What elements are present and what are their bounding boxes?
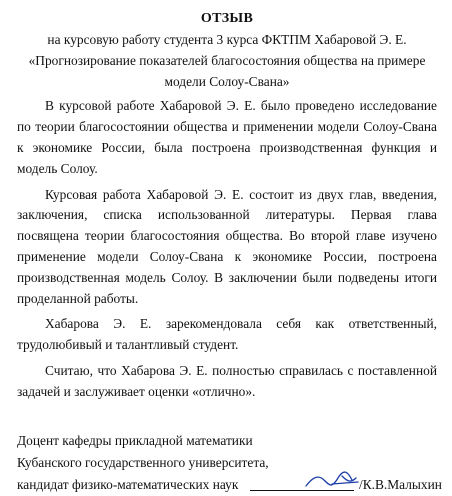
signature-line	[17, 474, 442, 496]
signature-position: Доцент кафедры прикладной математики	[17, 432, 253, 448]
signature-block	[17, 430, 442, 496]
paragraph-research: В курсовой работе Хабаровой Э. Е. было проведено исследование по теории благосостоянии общества и применении модели Солоу-Свана к экономике России, была построена производственная функция и модель Солоу.	[17, 98, 437, 176]
document-subtitle-line1: на курсовую работу студента 3 курса ФКТПМ Хабаровой Э. Е.	[47, 32, 407, 47]
paragraph-characteristic: Хабарова Э. Е. зарекомендовала себя как ответственный, трудолюбивый и талантливый студент.	[17, 316, 437, 353]
paragraph-conclusion: Считаю, что Хабарова Э. Е. полностью справилась с поставленной задачей и заслуживает оценки «отлично».	[17, 362, 437, 399]
signature-degree: кандидат физико-математических наук	[17, 476, 239, 492]
document-subtitle-line2: «Прогнозирование показателей благосостояния общества на примере модели Солоу-Свана»	[28, 52, 426, 89]
signature-university: Кубанского государственного университета,	[17, 454, 269, 470]
paragraph-structure: Курсовая работа Хабаровой Э. Е. состоит из двух глав, введения, заключения, списка использованной литературы. Первая глава посвящена теории благосостояния общества. Во второй главе изучено применение модели Солоу-Свана к экономике России, построена производственная модель Солоу. В заключении были подведены итоги проделанной работы.	[17, 186, 437, 306]
review-document	[17, 8, 442, 496]
signature-name: /К.В.Малыхин	[359, 476, 442, 492]
document-title: ОТЗЫВ	[200, 11, 254, 26]
handwritten-signature	[302, 468, 362, 492]
